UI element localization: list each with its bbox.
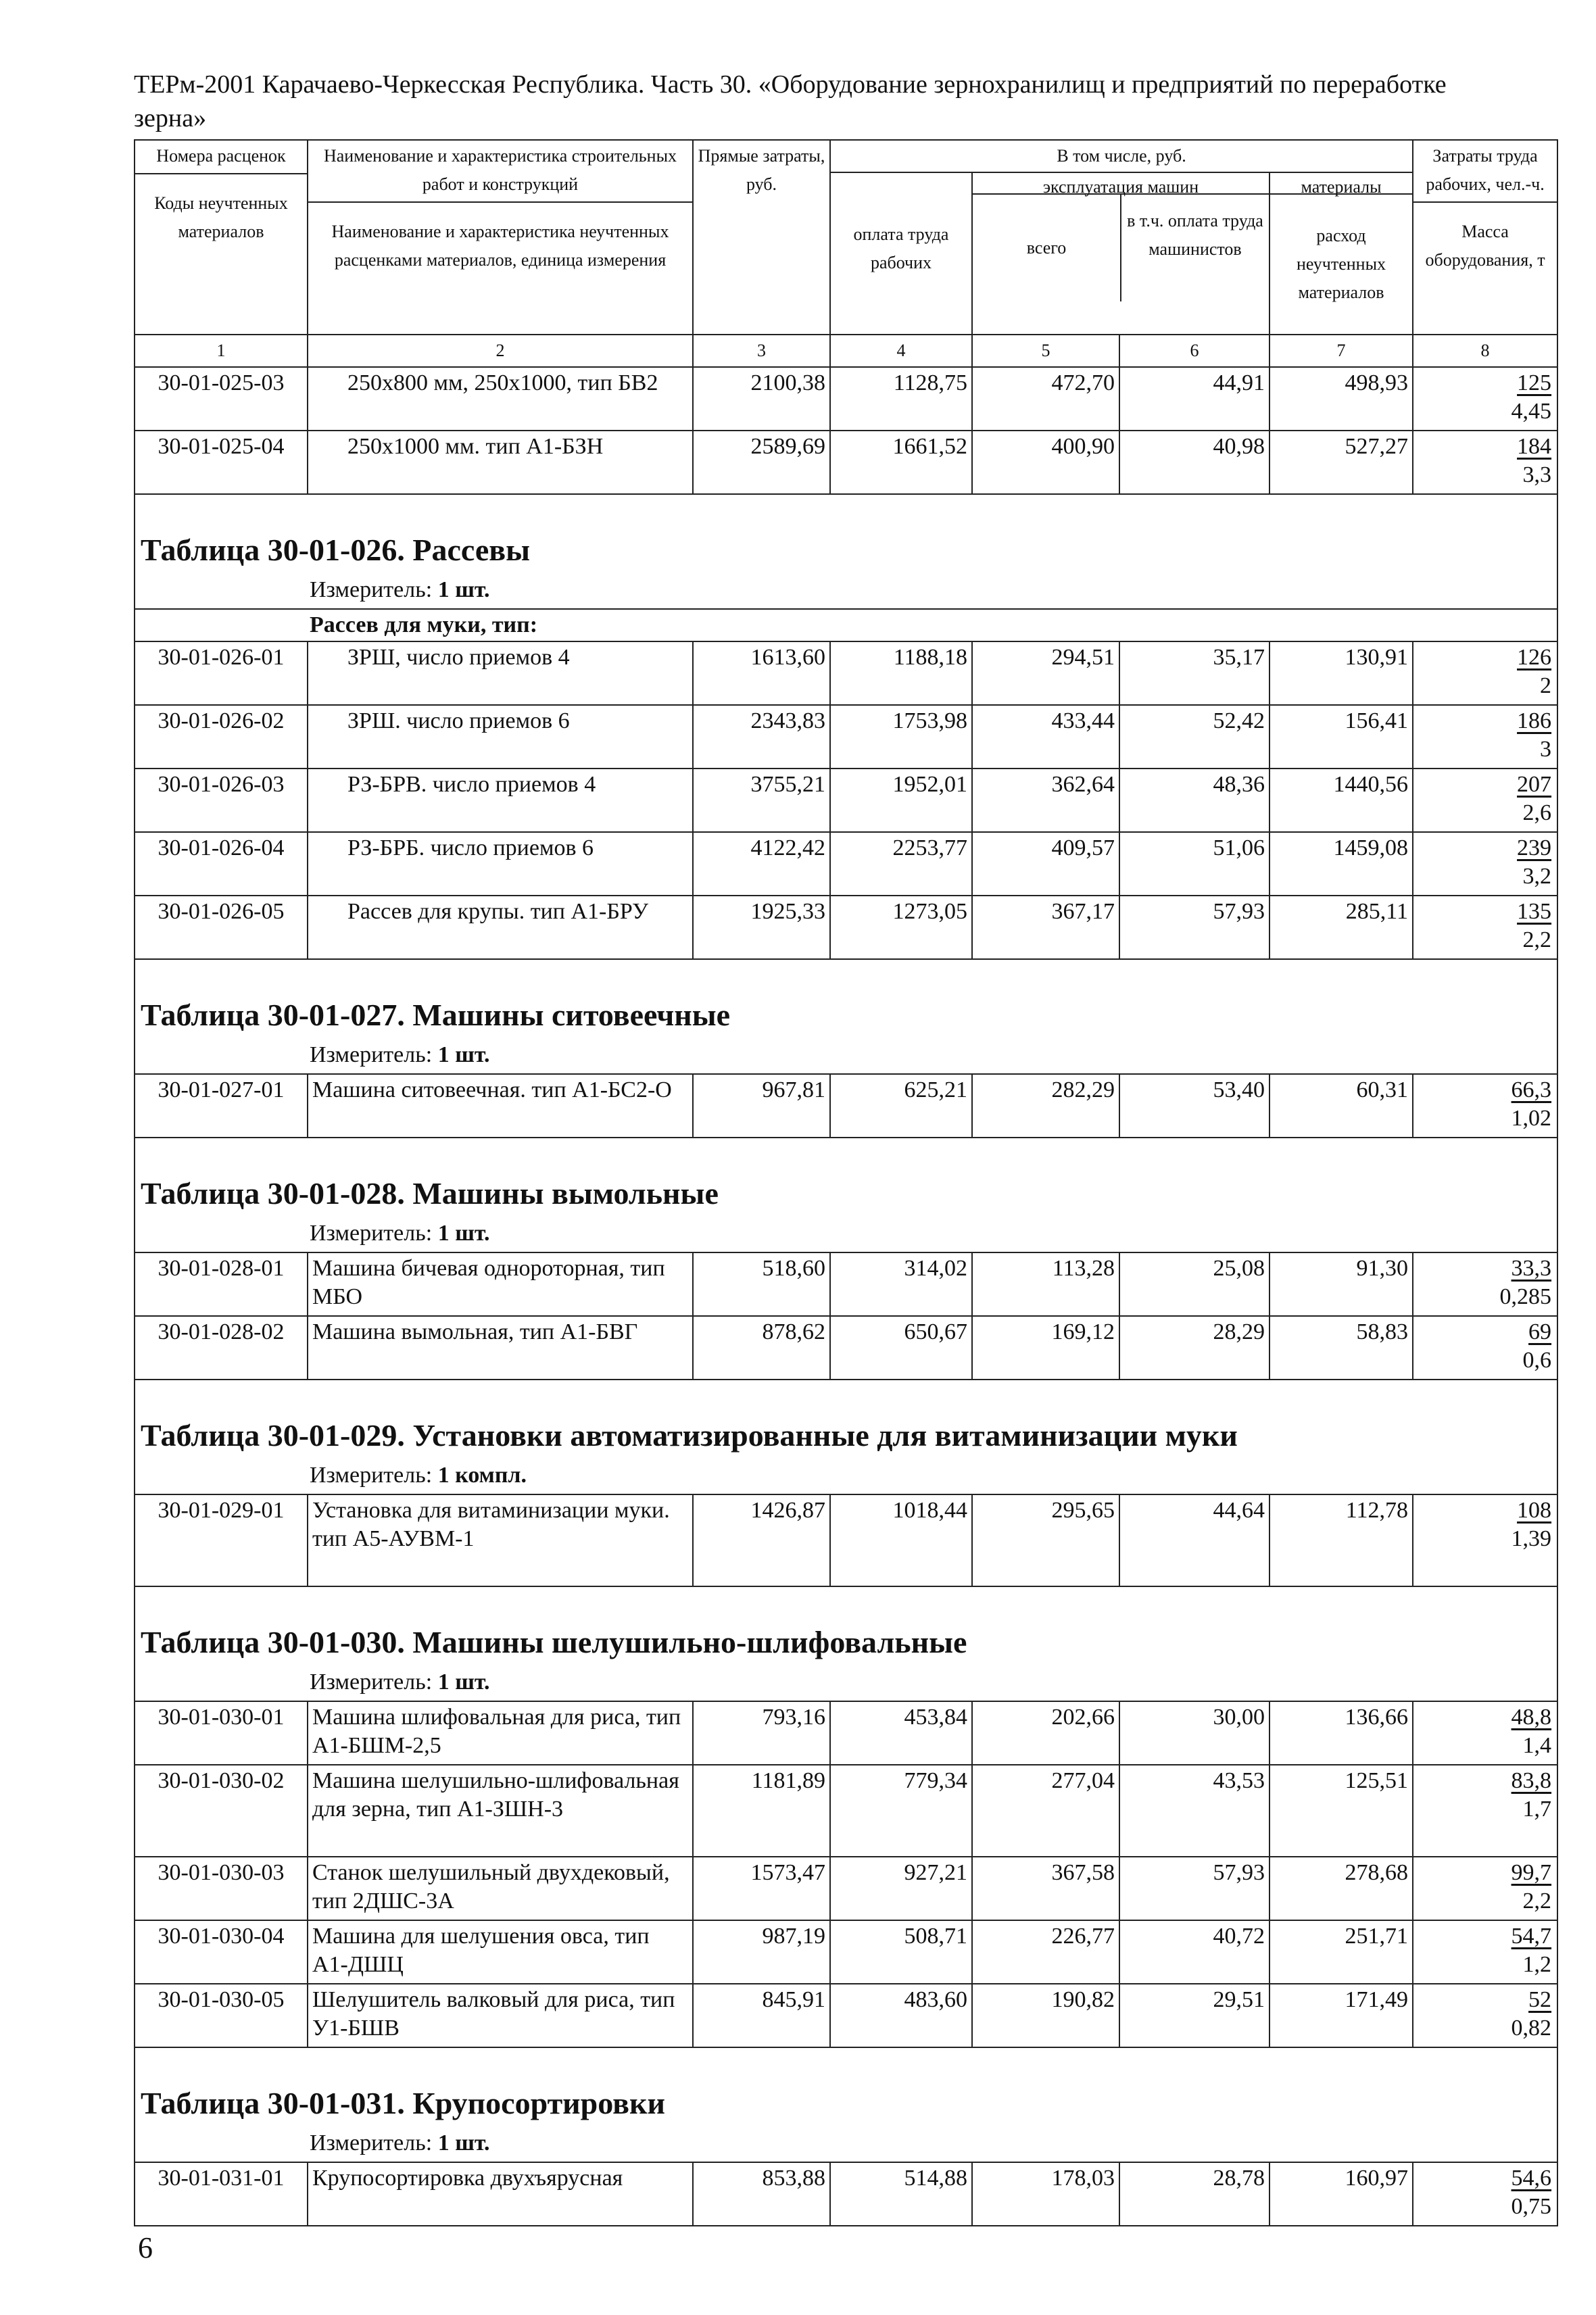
direct-cost: 2100,38 [693, 367, 830, 431]
direct-cost: 1426,87 [693, 1494, 830, 1586]
operator-cost: 30,00 [1119, 1701, 1269, 1765]
work-name: Машина шлифовальная для риса, тип А1-БШМ-2,5 [308, 1701, 693, 1765]
table-row [135, 641, 1557, 705]
unit-label [310, 1042, 490, 1067]
spacer [135, 1138, 1557, 1172]
labor-cost: 483,60 [830, 1984, 972, 2047]
work-name: Крупосортировка двухъярусная [308, 2162, 693, 2226]
table-title: Таблица 30-01-029. Установки автоматизированные для витаминизации муки [135, 1414, 1557, 1460]
labor-hours-mass [1413, 769, 1557, 832]
work-name: ЗРШ, число приемов 4 [308, 641, 693, 705]
col-number: 1 [135, 335, 308, 367]
work-name: Машина ситовеечная. тип А1-БС2-О [308, 1074, 693, 1138]
unit-label-text: Измеритель: [310, 1042, 433, 1067]
machine-cost: 409,57 [972, 832, 1119, 896]
materials-cost: 251,71 [1269, 1920, 1413, 1984]
direct-cost: 853,88 [693, 2162, 830, 2226]
group-cell [135, 609, 1557, 641]
operator-cost: 35,17 [1119, 641, 1269, 705]
materials-cost: 160,97 [1269, 2162, 1413, 2226]
labor-hours-mass [1413, 367, 1557, 431]
unit-cell [135, 2128, 1557, 2162]
unit-label [310, 1221, 490, 1246]
operator-cost: 29,51 [1119, 1984, 1269, 2047]
operator-cost: 48,36 [1119, 769, 1269, 832]
table-row [135, 1857, 1557, 1920]
labor-hours-mass [1413, 1920, 1557, 1984]
work-name: 250х1000 мм. тип А1-БЗН [308, 431, 693, 494]
labor-cost: 625,21 [830, 1074, 972, 1138]
machine-cost: 367,17 [972, 896, 1119, 959]
materials-cost: 58,83 [1269, 1316, 1413, 1380]
labor-hours-mass [1413, 431, 1557, 494]
direct-cost: 2343,83 [693, 705, 830, 769]
rate-code: 30-01-028-01 [135, 1252, 308, 1316]
col-number: 5 [972, 335, 1119, 367]
spacer [135, 2047, 1557, 2082]
unit-label-text: Измеритель: [310, 577, 433, 602]
direct-cost: 878,62 [693, 1316, 830, 1380]
unit-row [135, 575, 1557, 609]
equipment-mass: 1,02 [1511, 1106, 1552, 1131]
unit-value: 1 шт. [437, 2130, 490, 2155]
work-name: Станок шелушильный двухдековый, тип 2ДШС-3А [308, 1857, 693, 1920]
labor-hours: 108 [1517, 1498, 1552, 1523]
rate-code: 30-01-025-03 [135, 367, 308, 431]
labor-cost: 1018,44 [830, 1494, 972, 1586]
machine-cost: 202,66 [972, 1701, 1119, 1765]
operator-cost: 52,42 [1119, 705, 1269, 769]
col-head-incl: В том числе, руб. [830, 140, 1413, 172]
labor-hours: 125 [1517, 370, 1552, 395]
machine-cost: 367,58 [972, 1857, 1119, 1920]
unit-cell [135, 1040, 1557, 1074]
equipment-mass: 3,3 [1522, 462, 1552, 487]
materials-cost: 130,91 [1269, 641, 1413, 705]
work-name: Машина бичевая однороторная, тип МБО [308, 1252, 693, 1316]
work-name: Установка для витаминизации муки. тип А5-АУВМ-1 [308, 1494, 693, 1586]
labor-cost: 514,88 [830, 2162, 972, 2226]
labor-hours-mass [1413, 896, 1557, 959]
equipment-mass: 2,2 [1522, 1888, 1552, 1914]
labor-hours: 126 [1517, 645, 1552, 670]
labor-cost: 1952,01 [830, 769, 972, 832]
labor-cost: 1753,98 [830, 705, 972, 769]
table-title-row [135, 1414, 1557, 1460]
operator-cost: 44,91 [1119, 367, 1269, 431]
labor-cost: 314,02 [830, 1252, 972, 1316]
col-head-exploit: эксплуатация машин всего в т.ч. оплата труда машинистов [972, 172, 1269, 335]
direct-cost: 1181,89 [693, 1765, 830, 1857]
table-row [135, 705, 1557, 769]
labor-hours: 48,8 [1511, 1705, 1552, 1730]
unit-value: 1 шт. [437, 577, 490, 602]
materials-cost: 1440,56 [1269, 769, 1413, 832]
table-title-row [135, 529, 1557, 575]
unit-label [310, 1670, 490, 1695]
labor-hours-mass [1413, 705, 1557, 769]
equipment-mass: 4,45 [1511, 399, 1552, 424]
direct-cost: 1613,60 [693, 641, 830, 705]
header-row [135, 140, 1557, 172]
rates-table [134, 139, 1558, 2226]
labor-hours-mass [1413, 1316, 1557, 1380]
col-head-4: оплата труда рабочих [830, 172, 972, 335]
rate-code: 30-01-026-04 [135, 832, 308, 896]
equipment-mass: 0,285 [1499, 1284, 1552, 1309]
operator-cost: 40,98 [1119, 431, 1269, 494]
table-row [135, 367, 1557, 431]
table-title: Таблица 30-01-028. Машины вымольные [135, 1172, 1557, 1218]
equipment-mass: 0,6 [1522, 1348, 1552, 1373]
col-head-2: Наименование и характеристика строительных работ и конструкций Наименование и характеристика неучтенных расценками материалов, единица измерения [308, 140, 693, 335]
labor-hours: 186 [1517, 708, 1552, 733]
direct-cost: 987,19 [693, 1920, 830, 1984]
work-name: ЗРШ. число приемов 6 [308, 705, 693, 769]
table-title: Таблица 30-01-027. Машины ситовеечные [135, 994, 1557, 1040]
unit-cell [135, 1667, 1557, 1701]
labor-hours-mass [1413, 641, 1557, 705]
spacer-row [135, 1586, 1557, 1621]
materials-cost: 527,27 [1269, 431, 1413, 494]
unit-label-text: Измеритель: [310, 2130, 433, 2155]
materials-cost: 136,66 [1269, 1701, 1413, 1765]
direct-cost: 845,91 [693, 1984, 830, 2047]
materials-cost: 60,31 [1269, 1074, 1413, 1138]
spacer-row [135, 1380, 1557, 1414]
labor-hours: 99,7 [1511, 1860, 1552, 1885]
materials-cost: 498,93 [1269, 367, 1413, 431]
unit-label-text: Измеритель: [310, 1221, 433, 1246]
machine-cost: 277,04 [972, 1765, 1119, 1857]
machine-cost: 295,65 [972, 1494, 1119, 1586]
materials-cost: 171,49 [1269, 1984, 1413, 2047]
work-name: Шелушитель валковый для риса, тип У1-БШВ [308, 1984, 693, 2047]
spacer [135, 959, 1557, 994]
equipment-mass: 3 [1540, 737, 1552, 762]
col-head-5: всего [973, 195, 1121, 301]
work-name: РЗ-БРБ. число приемов 6 [308, 832, 693, 896]
machine-cost: 169,12 [972, 1316, 1119, 1380]
labor-hours: 184 [1517, 434, 1552, 459]
labor-cost: 508,71 [830, 1920, 972, 1984]
unit-cell [135, 1460, 1557, 1494]
table-row [135, 1920, 1557, 1984]
direct-cost: 1573,47 [693, 1857, 830, 1920]
direct-cost: 1925,33 [693, 896, 830, 959]
work-name: 250х800 мм, 250х1000, тип БВ2 [308, 367, 693, 431]
table-title-row [135, 1172, 1557, 1218]
spacer-row [135, 1138, 1557, 1172]
table-row [135, 1494, 1557, 1586]
table-row [135, 1765, 1557, 1857]
unit-value: 1 шт. [437, 1670, 490, 1695]
work-name: Машина для шелушения овса, тип А1-ДШЦ [308, 1920, 693, 1984]
labor-hours-mass [1413, 1252, 1557, 1316]
materials-cost: 91,30 [1269, 1252, 1413, 1316]
table-title-row [135, 1621, 1557, 1667]
equipment-mass: 2,2 [1522, 927, 1552, 952]
operator-cost: 44,64 [1119, 1494, 1269, 1586]
unit-row [135, 1460, 1557, 1494]
table-row [135, 431, 1557, 494]
direct-cost: 4122,42 [693, 832, 830, 896]
equipment-mass: 3,2 [1522, 864, 1552, 889]
direct-cost: 793,16 [693, 1701, 830, 1765]
direct-cost: 3755,21 [693, 769, 830, 832]
work-name: Машина шелушильно-шлифовальная для зерна, тип А1-ЗШН-3 [308, 1765, 693, 1857]
rate-code: 30-01-030-01 [135, 1701, 308, 1765]
operator-cost: 43,53 [1119, 1765, 1269, 1857]
col-number: 2 [308, 335, 693, 367]
work-name: Рассев для крупы. тип А1-БРУ [308, 896, 693, 959]
machine-cost: 282,29 [972, 1074, 1119, 1138]
labor-hours-mass [1413, 1494, 1557, 1586]
equipment-mass: 2,6 [1522, 800, 1552, 825]
equipment-mass: 0,82 [1511, 2016, 1552, 2041]
document-header: ТЕРм-2001 Карачаево-Черкесская Республика. Часть 30. «Оборудование зернохранилищ и предприятий по переработке зерна» [134, 70, 1447, 132]
unit-label [310, 1463, 527, 1488]
labor-hours: 135 [1517, 899, 1552, 924]
labor-cost: 1128,75 [830, 367, 972, 431]
materials-cost: 278,68 [1269, 1857, 1413, 1920]
rate-code: 30-01-028-02 [135, 1316, 308, 1380]
equipment-mass: 1,2 [1522, 1952, 1552, 1977]
rate-code: 30-01-030-02 [135, 1765, 308, 1857]
work-name: РЗ-БРВ. число приемов 4 [308, 769, 693, 832]
rate-code: 30-01-026-05 [135, 896, 308, 959]
unit-row [135, 1218, 1557, 1252]
table-row [135, 896, 1557, 959]
page-number: 6 [138, 2231, 153, 2264]
unit-row [135, 1040, 1557, 1074]
unit-label-text: Измеритель: [310, 1463, 433, 1488]
materials-cost: 1459,08 [1269, 832, 1413, 896]
unit-cell [135, 1218, 1557, 1252]
table-title-row [135, 2082, 1557, 2128]
operator-cost: 25,08 [1119, 1252, 1269, 1316]
labor-hours-mass [1413, 832, 1557, 896]
spacer-row [135, 2047, 1557, 2082]
direct-cost: 2589,69 [693, 431, 830, 494]
spacer-row [135, 494, 1557, 529]
materials-cost: 112,78 [1269, 1494, 1413, 1586]
rate-code: 30-01-026-01 [135, 641, 308, 705]
work-name: Машина вымольная, тип А1-БВГ [308, 1316, 693, 1380]
labor-cost: 1188,18 [830, 641, 972, 705]
spacer-row [135, 959, 1557, 994]
operator-cost: 51,06 [1119, 832, 1269, 896]
table-row [135, 1701, 1557, 1765]
rate-code: 30-01-031-01 [135, 2162, 308, 2226]
table-row [135, 2162, 1557, 2226]
operator-cost: 57,93 [1119, 896, 1269, 959]
machine-cost: 226,77 [972, 1920, 1119, 1984]
column-numbers-row [135, 335, 1557, 367]
table-row [135, 1316, 1557, 1380]
labor-cost: 1273,05 [830, 896, 972, 959]
labor-cost: 650,67 [830, 1316, 972, 1380]
machine-cost: 362,64 [972, 769, 1119, 832]
labor-hours-mass [1413, 1984, 1557, 2047]
equipment-mass: 0,75 [1511, 2194, 1552, 2219]
operator-cost: 53,40 [1119, 1074, 1269, 1138]
spacer [135, 494, 1557, 529]
col-head-6: в т.ч. оплата труда машинистов [1127, 211, 1263, 259]
labor-hours-mass [1413, 2162, 1557, 2226]
direct-cost: 967,81 [693, 1074, 830, 1138]
table-title: Таблица 30-01-026. Рассевы [135, 529, 1557, 575]
labor-hours: 69 [1528, 1319, 1552, 1344]
col-number: 4 [830, 335, 972, 367]
rate-code: 30-01-030-04 [135, 1920, 308, 1984]
operator-cost: 57,93 [1119, 1857, 1269, 1920]
machine-cost: 190,82 [972, 1984, 1119, 2047]
unit-cell [135, 575, 1557, 609]
machine-cost: 113,28 [972, 1252, 1119, 1316]
col-head-7: материалы расход неучтенных материалов [1269, 172, 1413, 335]
labor-hours-mass [1413, 1701, 1557, 1765]
labor-hours: 207 [1517, 772, 1552, 797]
equipment-mass: 1,4 [1522, 1733, 1552, 1758]
unit-value: 1 шт. [437, 1221, 490, 1246]
table-title: Таблица 30-01-030. Машины шелушильно-шлифовальные [135, 1621, 1557, 1667]
rate-code: 30-01-026-02 [135, 705, 308, 769]
materials-cost: 125,51 [1269, 1765, 1413, 1857]
rate-code: 30-01-030-03 [135, 1857, 308, 1920]
labor-hours: 66,3 [1511, 1077, 1552, 1102]
table-row [135, 1074, 1557, 1138]
direct-cost: 518,60 [693, 1252, 830, 1316]
table-row [135, 832, 1557, 896]
rate-code: 30-01-029-01 [135, 1494, 308, 1586]
labor-hours: 83,8 [1511, 1768, 1552, 1793]
col-number: 8 [1413, 335, 1557, 367]
equipment-mass: 2 [1540, 673, 1552, 698]
operator-cost: 28,29 [1119, 1316, 1269, 1380]
col-head-8: Затраты труда рабочих, чел.-ч. Масса оборудования, т [1413, 140, 1557, 335]
table-row [135, 1252, 1557, 1316]
table-title-row [135, 994, 1557, 1040]
materials-cost: 156,41 [1269, 705, 1413, 769]
table-title: Таблица 30-01-031. Крупосортировки [135, 2082, 1557, 2128]
unit-row [135, 2128, 1557, 2162]
spacer [135, 1586, 1557, 1621]
unit-label [310, 2130, 490, 2155]
labor-hours: 54,6 [1511, 2166, 1552, 2191]
spacer [135, 1380, 1557, 1414]
col-number: 7 [1269, 335, 1413, 367]
labor-hours-mass [1413, 1765, 1557, 1857]
labor-cost: 1661,52 [830, 431, 972, 494]
labor-hours: 239 [1517, 835, 1552, 860]
machine-cost: 433,44 [972, 705, 1119, 769]
labor-cost: 779,34 [830, 1765, 972, 1857]
labor-hours-mass [1413, 1857, 1557, 1920]
rate-code: 30-01-027-01 [135, 1074, 308, 1138]
group-row [135, 609, 1557, 641]
labor-cost: 453,84 [830, 1701, 972, 1765]
unit-value: 1 шт. [437, 1042, 490, 1067]
machine-cost: 400,90 [972, 431, 1119, 494]
col-number: 6 [1119, 335, 1269, 367]
equipment-mass: 1,7 [1522, 1797, 1552, 1822]
labor-hours: 54,7 [1511, 1924, 1552, 1949]
col-head-1: Номера расценок Коды неучтенных материалов [135, 140, 308, 335]
unit-label [310, 577, 490, 602]
labor-hours: 52 [1528, 1987, 1552, 2012]
machine-cost: 294,51 [972, 641, 1119, 705]
labor-cost: 927,21 [830, 1857, 972, 1920]
col-head-3: Прямые затраты, руб. [693, 140, 830, 335]
rate-code: 30-01-026-03 [135, 769, 308, 832]
equipment-mass: 1,39 [1511, 1526, 1552, 1551]
unit-label-text: Измеритель: [310, 1670, 433, 1695]
labor-cost: 2253,77 [830, 832, 972, 896]
machine-cost: 472,70 [972, 367, 1119, 431]
unit-value: 1 компл. [437, 1463, 527, 1488]
group-label: Рассев для муки, тип: [310, 612, 538, 637]
table-row [135, 1984, 1557, 2047]
operator-cost: 28,78 [1119, 2162, 1269, 2226]
table-row [135, 769, 1557, 832]
materials-cost: 285,11 [1269, 896, 1413, 959]
col-number: 3 [693, 335, 830, 367]
rate-code: 30-01-025-04 [135, 431, 308, 494]
operator-cost: 40,72 [1119, 1920, 1269, 1984]
unit-row [135, 1667, 1557, 1701]
rate-code: 30-01-030-05 [135, 1984, 308, 2047]
labor-hours-mass [1413, 1074, 1557, 1138]
machine-cost: 178,03 [972, 2162, 1119, 2226]
labor-hours: 33,3 [1511, 1256, 1552, 1281]
